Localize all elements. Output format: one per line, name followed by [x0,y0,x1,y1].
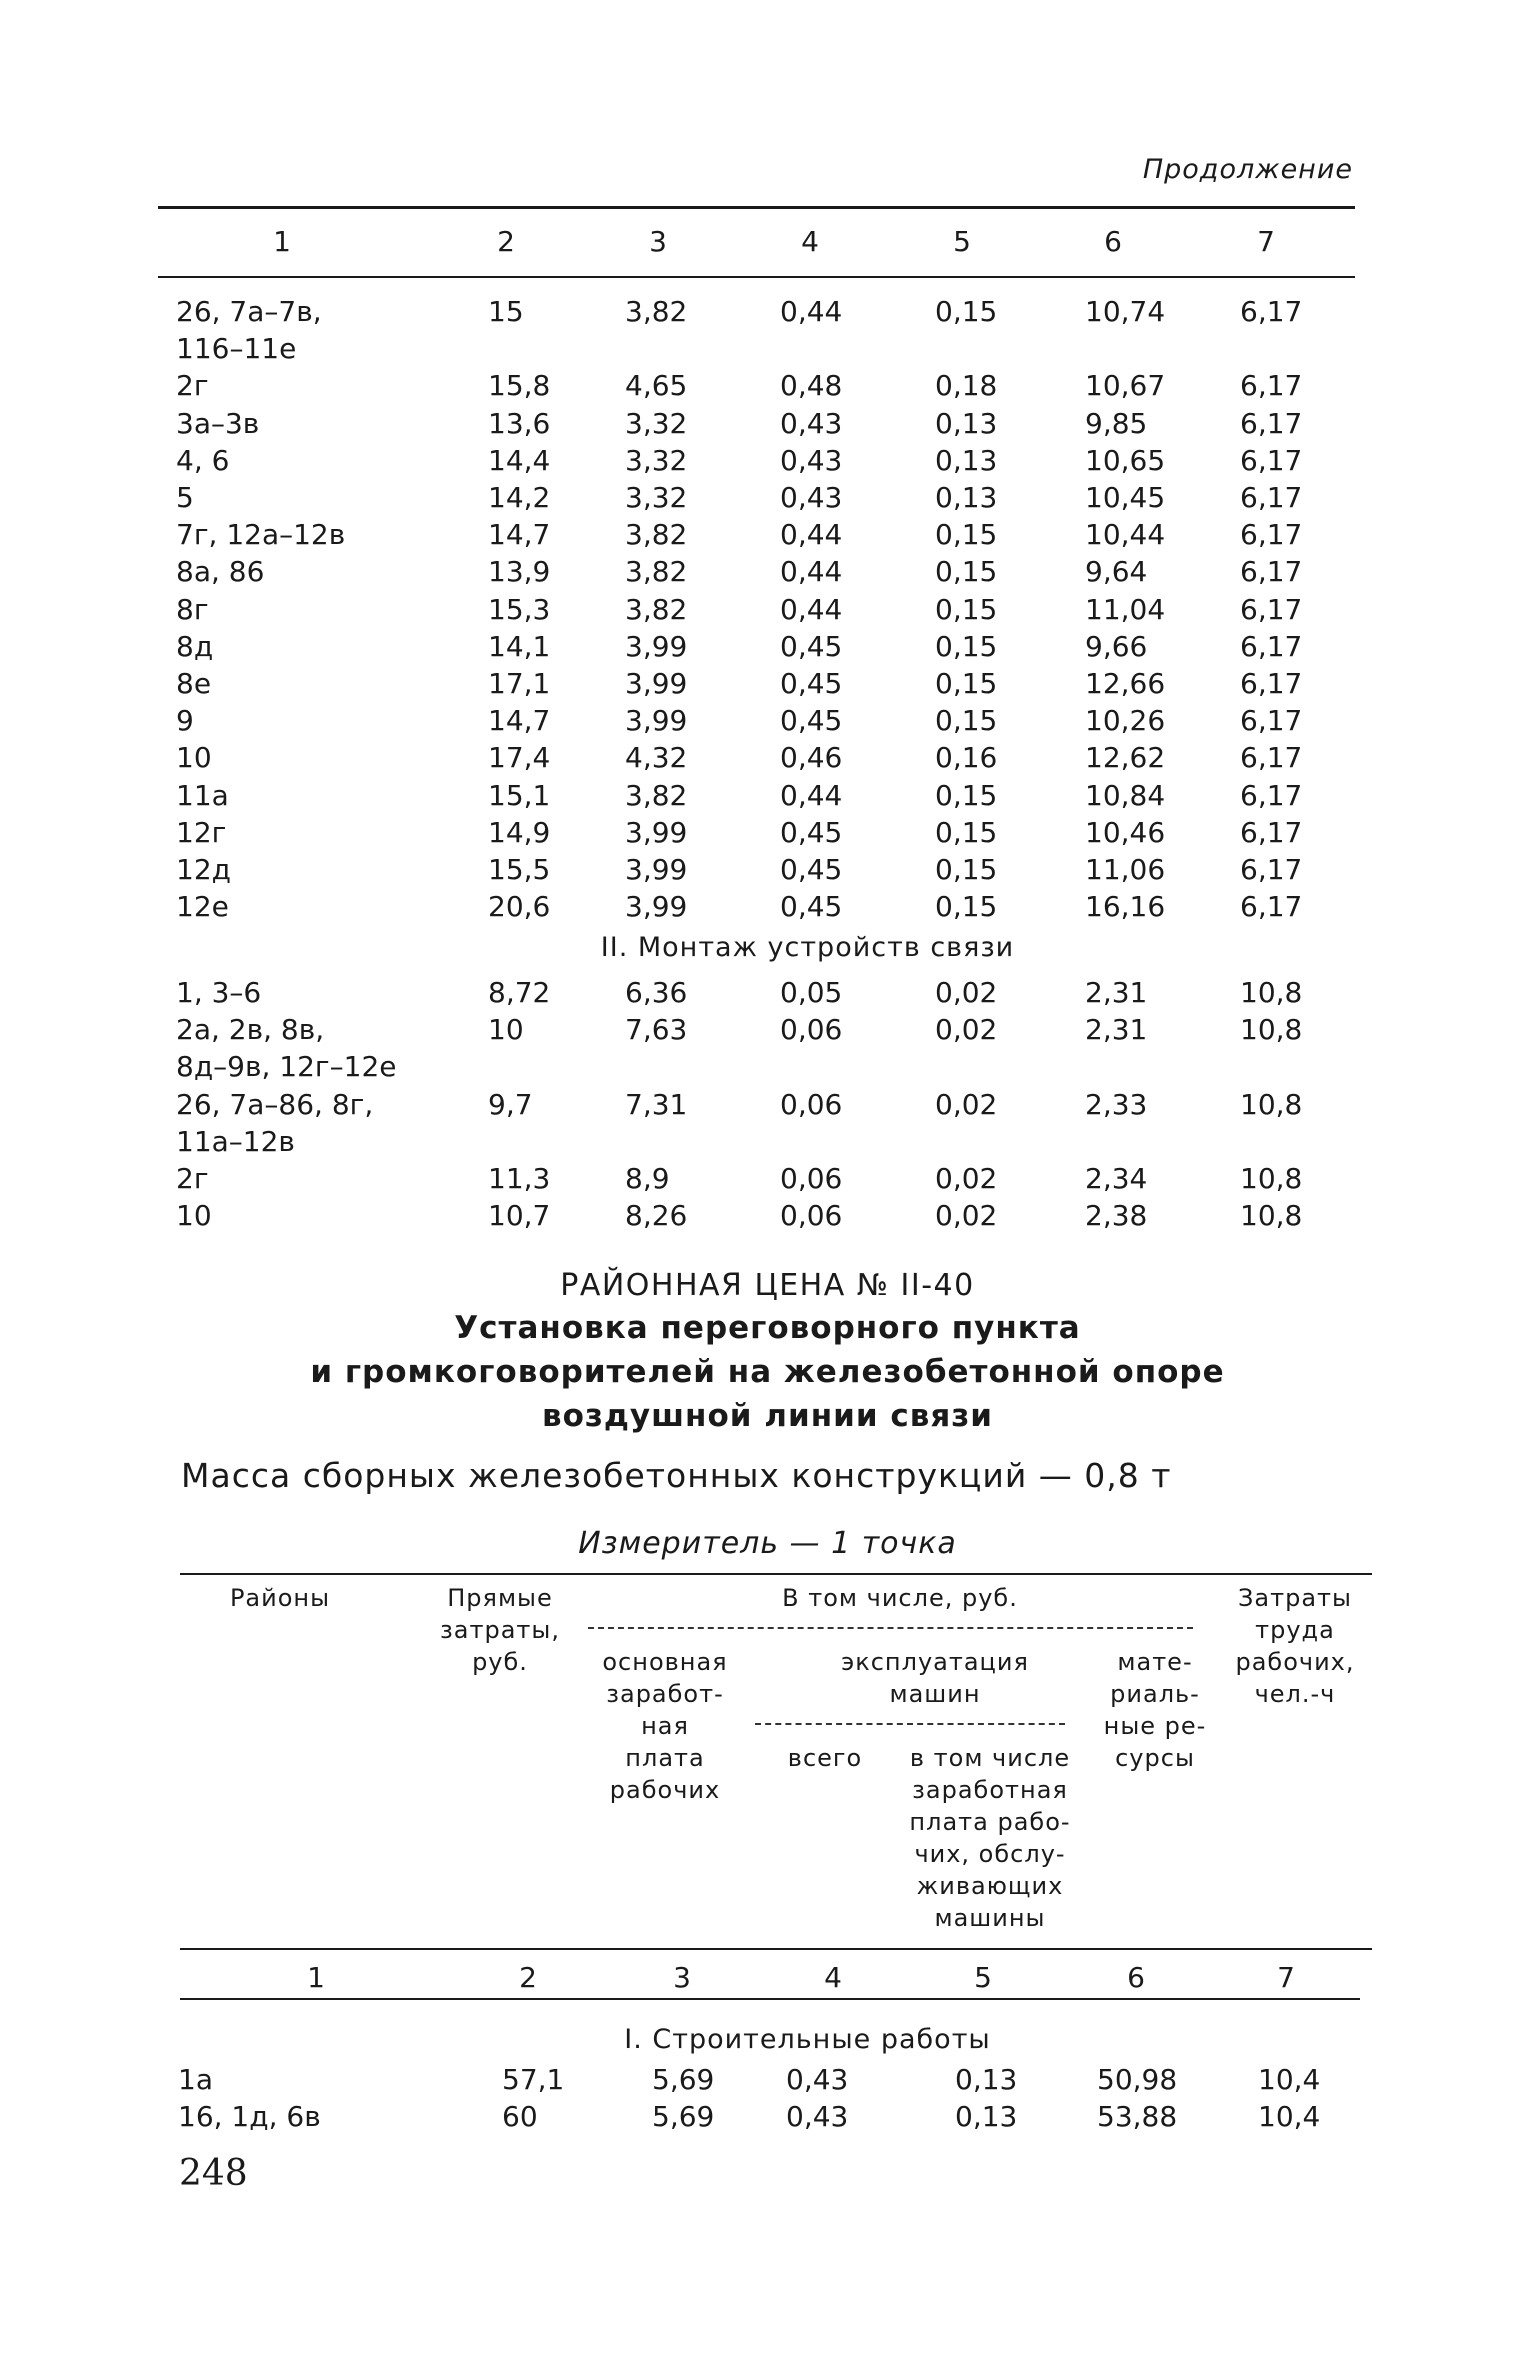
table-cell: 0,13 [955,2063,1018,2096]
table-cell: 0,15 [935,592,998,626]
table-cell: 10,44 [1085,518,1166,552]
table-cell: 0,45 [780,890,843,924]
table-cell: 3,82 [625,518,688,552]
table-cell: 15 [488,295,524,328]
table-cell: 0,15 [935,890,998,924]
header-labor: Затраты труда рабочих, чел.-ч [1235,1584,1355,1708]
table-cell: 10,8 [1240,1162,1303,1195]
table-cell: 0,15 [935,629,998,663]
price-heading: РАЙОННАЯ ЦЕНА № II-40 [560,1268,975,1303]
table-cell: 4,32 [625,741,688,775]
table-cell: 14,1 [488,629,551,663]
table-cell: 3,32 [625,443,688,477]
price-title-line-1: Установка переговорного пункта [454,1310,1081,1346]
table-cell: 3,32 [625,406,688,440]
table2-colnum-5: 5 [974,1961,992,1994]
table-cell: 10,46 [1085,815,1166,849]
table-cell: 0,13 [935,443,998,477]
mass-line: Масса сборных железобетонных конструкций — 0,8 т [181,1456,1172,1495]
table-cell: 2г [176,369,209,403]
table-cell: 0,45 [780,629,843,663]
table-cell: 10,8 [1240,1013,1303,1047]
table-cell: 9,66 [1085,629,1148,663]
table-cell: 12д [176,853,231,886]
table-cell: 6,17 [1240,369,1303,403]
table-cell: 3,82 [625,555,688,589]
table-cell: 10,84 [1085,778,1166,812]
table-cell: 0,48 [780,369,843,403]
table1-colnum-3: 3 [649,225,667,258]
table2-colnum-rule [180,1998,1360,2000]
table-cell: 3,99 [625,853,688,886]
header-incl-wage: в том числе заработная плата рабо- чих, обслу- живающих машины [909,1744,1071,1932]
table-cell: 9 [176,704,194,738]
table-cell: 15,3 [488,592,551,626]
table-cell: 14,2 [488,481,551,514]
header-basic-wage: основная заработ- ная плата рабочих [602,1648,728,1804]
table-cell: 10,8 [1240,1199,1303,1233]
table-cell: 3,82 [625,778,688,812]
table-cell: 16, 1д, 6в [178,2100,321,2133]
table-cell: 6,17 [1240,853,1303,886]
table-cell: 8д [176,629,214,663]
continuation-label: Продолжение [1142,154,1353,185]
measure-line: Измеритель — 1 точка [578,1526,957,1561]
table-cell: 15,8 [488,369,551,403]
table-cell: 6,17 [1240,443,1303,477]
table-cell: 0,46 [780,741,843,775]
table-cell: 10 [488,1013,524,1047]
table-cell: 10,7 [488,1199,551,1233]
header-regions: Районы [229,1584,331,1612]
table-cell: 7,63 [625,1013,688,1047]
table-cell: 0,06 [780,1087,843,1121]
table-cell: 10,67 [1085,369,1166,403]
table-cell: 8д–9в, 12г–12е [176,1050,397,1084]
table-cell: 11а–12в [176,1124,295,1158]
table-cell: 8г [176,592,209,626]
table-cell: 3,99 [625,815,688,849]
header-dash-1 [588,1627,1193,1629]
table-cell: 9,64 [1085,555,1148,589]
table-cell: 0,02 [935,1199,998,1233]
table-cell: 0,45 [780,853,843,886]
table-cell: 2,31 [1085,1013,1148,1047]
table-cell: 6,17 [1240,890,1303,924]
table-cell: 1а [178,2063,213,2096]
table-cell: 0,15 [935,778,998,812]
table-cell: 0,15 [935,853,998,886]
table-cell: 10,8 [1240,976,1303,1009]
table-cell: 0,44 [780,592,843,626]
table2-colnum-6: 6 [1127,1961,1145,1994]
table-cell: 12г [176,815,227,849]
table-cell: 3а–3в [176,406,260,440]
table-cell: 0,13 [935,481,998,514]
table2-header-rule [180,1948,1372,1950]
table-cell: 5 [176,481,194,514]
table-cell: 26, 7а–86, 8г, [176,1087,374,1121]
header-materials: мате- риаль- ные ре- сурсы [1103,1648,1207,1772]
table-cell: 0,44 [780,778,843,812]
table-cell: 0,15 [935,518,998,552]
table-cell: 7,31 [625,1087,688,1121]
table-cell: 6,36 [625,976,688,1009]
table-cell: 50,98 [1097,2063,1178,2096]
table-cell: 13,9 [488,555,551,589]
table-cell: 2а, 2в, 8в, [176,1013,325,1047]
table-cell: 6,17 [1240,704,1303,738]
table-cell: 0,45 [780,667,843,700]
table1-section-heading: II. Монтаж устройств связи [600,932,1015,963]
page-number: 248 [179,2153,248,2194]
table2-colnum-1: 1 [307,1961,325,1994]
table1-colnum-6: 6 [1104,225,1122,258]
table-cell: 17,4 [488,741,551,775]
table1-colnum-1: 1 [273,225,291,258]
table1-top-rule [158,206,1355,209]
table-cell: 6,17 [1240,555,1303,589]
table-cell: 0,43 [780,406,843,440]
table-cell: 6,17 [1240,592,1303,626]
table-cell: 53,88 [1097,2100,1178,2133]
table-cell: 6,17 [1240,481,1303,514]
table-cell: 0,06 [780,1199,843,1233]
table-cell: 8,26 [625,1199,688,1233]
table-cell: 1, 3–6 [176,976,262,1009]
table-cell: 11,3 [488,1162,551,1195]
table-cell: 7г, 12а–12в [176,518,346,552]
table-cell: 3,82 [625,295,688,328]
table-cell: 3,99 [625,667,688,700]
header-machines: эксплуатация машин [841,1648,1029,1708]
table2-colnum-4: 4 [824,1961,842,1994]
table-cell: 8е [176,667,212,700]
table-cell: 0,18 [935,369,998,403]
table-cell: 8,72 [488,976,551,1009]
table2-colnum-2: 2 [519,1961,537,1994]
table-cell: 116–11е [176,332,297,366]
table-cell: 0,43 [780,443,843,477]
table-cell: 0,45 [780,815,843,849]
table2-section-heading: I. Строительные работы [624,2024,991,2055]
table-cell: 0,44 [780,295,843,328]
table-cell: 0,15 [935,704,998,738]
table-cell: 0,02 [935,976,998,1009]
table1-header-rule [158,276,1355,278]
table-cell: 17,1 [488,667,551,700]
table-cell: 3,99 [625,704,688,738]
table-cell: 0,43 [786,2063,849,2096]
table-cell: 0,45 [780,704,843,738]
table-cell: 8а, 86 [176,555,265,589]
table-cell: 12е [176,890,229,924]
table-cell: 57,1 [502,2063,565,2096]
table-cell: 3,99 [625,890,688,924]
table2-top-rule [180,1573,1372,1575]
table-cell: 10,65 [1085,443,1166,477]
table-cell: 14,7 [488,704,551,738]
table1-colnum-2: 2 [497,225,515,258]
table-cell: 12,62 [1085,741,1166,775]
table-cell: 4,65 [625,369,688,403]
table-cell: 0,15 [935,295,998,328]
table-cell: 8,9 [625,1162,670,1195]
table-cell: 6,17 [1240,741,1303,775]
table-cell: 6,17 [1240,667,1303,700]
table1-colnum-7: 7 [1257,225,1275,258]
table1-colnum-4: 4 [801,225,819,258]
table-cell: 0,02 [935,1013,998,1047]
price-title-line-3: воздушной линии связи [541,1398,994,1434]
table-cell: 13,6 [488,406,551,440]
header-including: В том числе, руб. [782,1584,1018,1612]
table-cell: 6,17 [1240,815,1303,849]
price-title-line-2: и громкоговорителей на железобетонной опоре [310,1354,1225,1390]
table-cell: 0,15 [935,815,998,849]
table-cell: 6,17 [1240,778,1303,812]
table-cell: 12,66 [1085,667,1166,700]
table-cell: 2,33 [1085,1087,1148,1121]
table-cell: 0,16 [935,741,998,775]
table-cell: 2г [176,1162,209,1195]
table-cell: 11,04 [1085,592,1166,626]
table-cell: 10,8 [1240,1087,1303,1121]
table-cell: 10,45 [1085,481,1166,514]
table-cell: 6,17 [1240,629,1303,663]
table-cell: 10,4 [1258,2063,1321,2096]
table-cell: 6,17 [1240,295,1303,328]
table-cell: 0,15 [935,667,998,700]
table-cell: 0,13 [955,2100,1018,2133]
table-cell: 0,15 [935,555,998,589]
table-cell: 10,4 [1258,2100,1321,2133]
table-cell: 0,13 [935,406,998,440]
header-total: всего [787,1744,863,1772]
table-cell: 10,26 [1085,704,1166,738]
table-cell: 0,02 [935,1162,998,1195]
table-cell: 0,02 [935,1087,998,1121]
table-cell: 60 [502,2100,538,2133]
table-cell: 0,06 [780,1013,843,1047]
table-cell: 9,85 [1085,406,1148,440]
table-cell: 3,32 [625,481,688,514]
table-cell: 2,31 [1085,976,1148,1009]
table-cell: 14,9 [488,815,551,849]
table-cell: 9,7 [488,1087,533,1121]
header-direct-costs: Прямые затраты, руб. [440,1584,560,1676]
table-cell: 2,38 [1085,1199,1148,1233]
table-cell: 10,74 [1085,295,1166,328]
table-cell: 15,5 [488,853,551,886]
table-cell: 10 [176,1199,212,1233]
table-cell: 10 [176,741,212,775]
table-cell: 6,17 [1240,406,1303,440]
table-cell: 4, 6 [176,443,230,477]
table-cell: 2,34 [1085,1162,1148,1195]
table-cell: 26, 7а–7в, [176,295,322,328]
table-cell: 3,99 [625,629,688,663]
table-cell: 3,82 [625,592,688,626]
table1-colnum-5: 5 [953,225,971,258]
table-cell: 0,05 [780,976,843,1009]
table-cell: 14,7 [488,518,551,552]
table-cell: 11а [176,778,229,812]
header-dash-2 [755,1723,1065,1725]
table-cell: 5,69 [652,2100,715,2133]
table2-colnum-3: 3 [673,1961,691,1994]
table-cell: 0,43 [780,481,843,514]
table2-colnum-7: 7 [1277,1961,1295,1994]
table-cell: 5,69 [652,2063,715,2096]
table-cell: 0,44 [780,555,843,589]
table-cell: 0,06 [780,1162,843,1195]
table-cell: 14,4 [488,443,551,477]
table-cell: 0,43 [786,2100,849,2133]
table-cell: 15,1 [488,778,551,812]
table-cell: 6,17 [1240,518,1303,552]
table-cell: 11,06 [1085,853,1166,886]
table-cell: 0,44 [780,518,843,552]
table-cell: 20,6 [488,890,551,924]
table-cell: 16,16 [1085,890,1166,924]
